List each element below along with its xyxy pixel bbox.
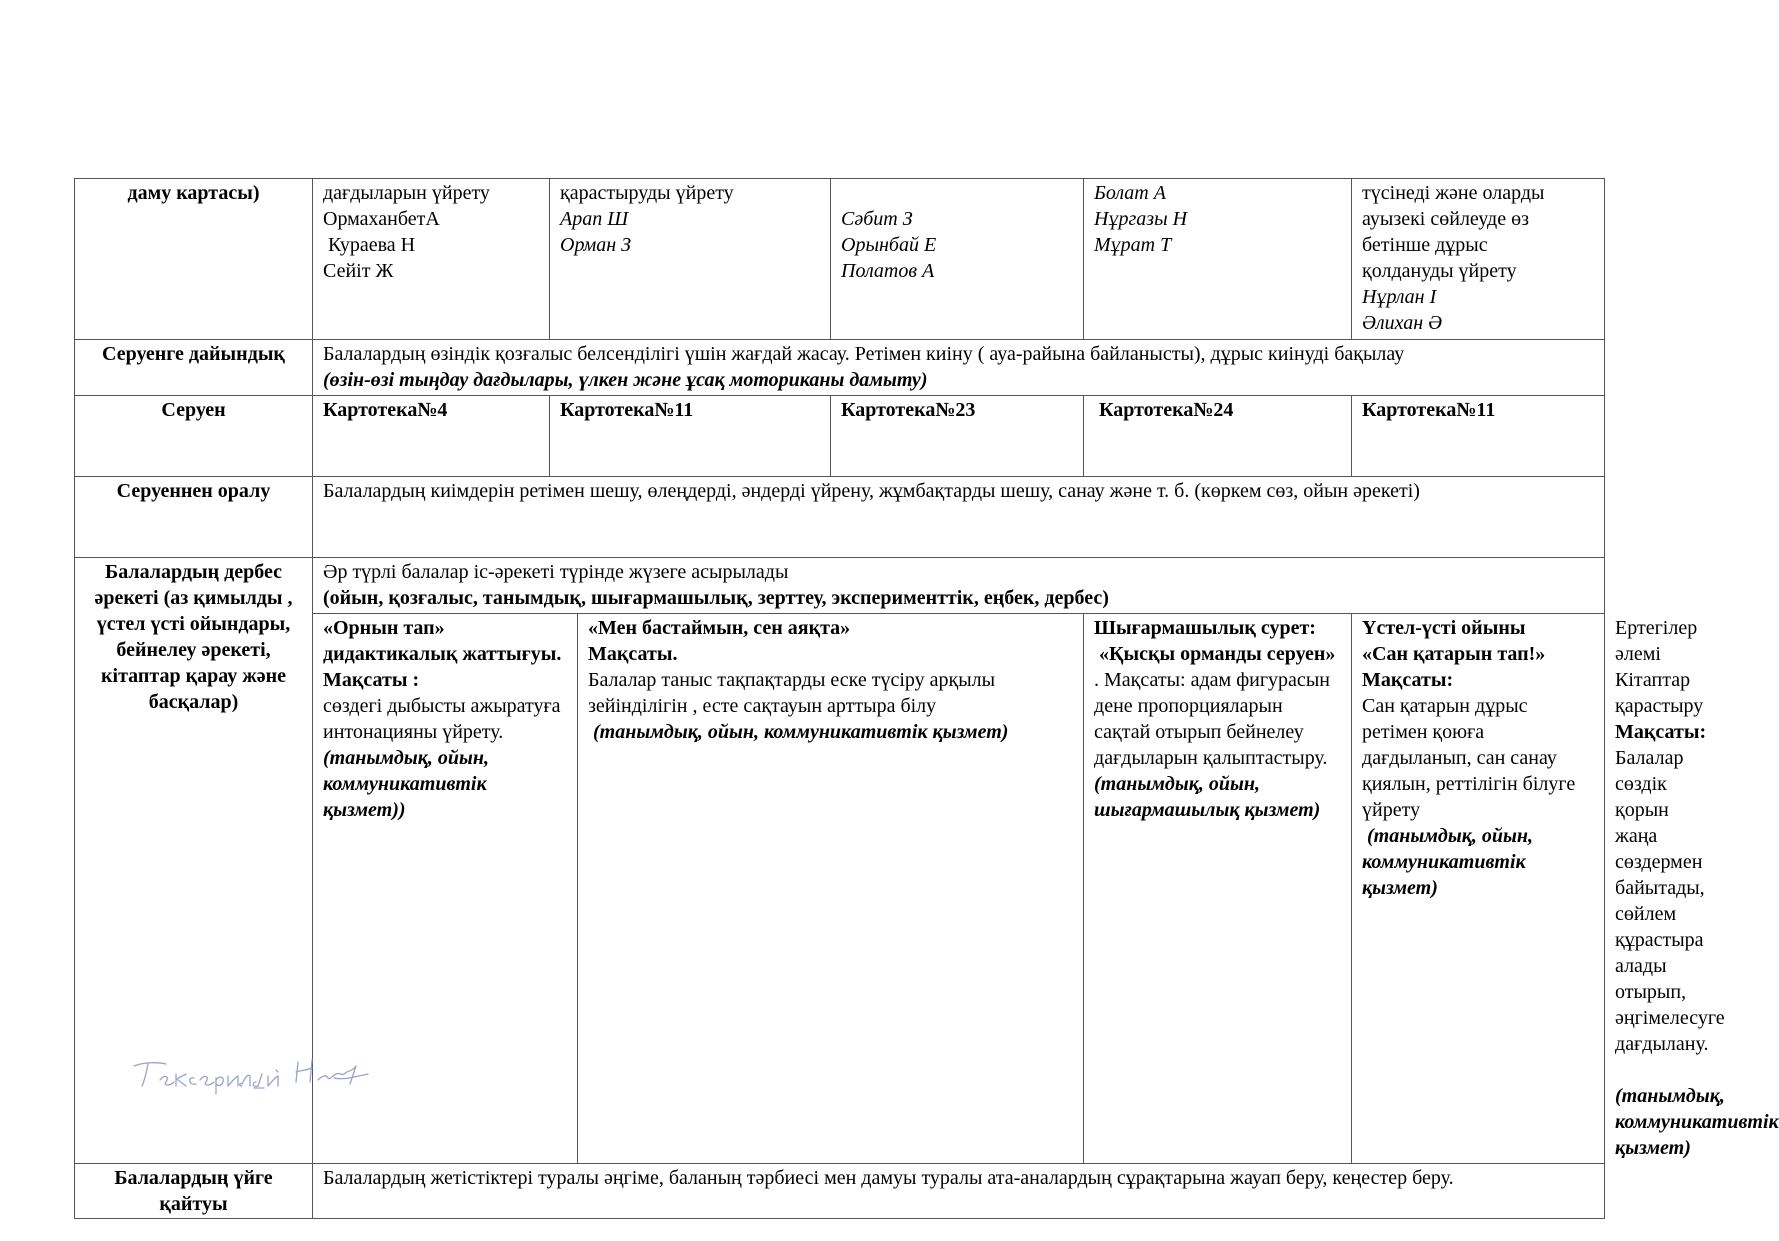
- walk-return-text: Балалардың киімдерін ретімен шешу, өлеңдерді, әндерді үйрену, жұмбақтарды шешу, санау және т. б. (көркем сөз, ойын әрекеті): [313, 477, 1605, 558]
- activity-goal: . Мақсаты: адам фигурасын дене пропорцияларын сақтай отырып бейнелеу дағдыларын қалыптастыру.: [1094, 669, 1330, 769]
- label-walk-preparation: Серуенге дайындық: [75, 340, 313, 396]
- activity-goal-label: Мақсаты.: [588, 643, 678, 665]
- text-line: қолдануды үйрету: [1362, 260, 1517, 282]
- child-name: Орынбай Е: [841, 234, 937, 256]
- row-independent-activities: «Орнын тап» дидактикалық жаттығуы. Мақсаты : сөздегі дыбысты ажыратуға интонацияны үйрету. (танымдық, ойын, коммуникативтік қызмет)) «Мен бастаймын, сен аяқта» Мақсаты. Балалар таныс тақпақтарды еске түсіру арқылы зейінділігін , есте сақтауын арттыра білу (танымдық, ойын, коммуникативтік қызмет) Шығармашылық сурет: «Қысқы орманды серуен» . Мақсаты: адам фигурасын дене пропорцияларын сақтай отырып бейнелеу дағдыларын қалыптастыру. (танымдық, ойын, шығармашылық қызмет) Үстел-үсті ойыны «Сан қатарын тап!» Мақсаты: Сан қатарын дұрыс ретімен қоюға дағдыланып, сан санау қиялын, реттілігін білуге үйрету (танымдық, ойын, коммуникативтік қызмет) Ертегілер әлемі Кітаптар қарастыру Мақсаты: Балалар сөздік қорын жаңа сөздермен байытады, сөйлем құрастыра алады отырып, әңгімелесуге дағдылану. (танымдық, коммуникативтік қызмет): [75, 614, 1605, 1164]
- label-going-home: Балалардың үйге қайтуы: [75, 1164, 313, 1219]
- child-name: Әлихан Ә: [1362, 312, 1443, 334]
- child-name: Полатов А: [841, 260, 935, 282]
- child-name: Нұрлан І: [1362, 286, 1437, 308]
- child-name: Болат А: [1094, 182, 1166, 204]
- independent-intro-cell: [313, 558, 1605, 614]
- walk-card-1: Картотека№4: [313, 396, 550, 477]
- walk-card-4: Картотека№24: [1084, 396, 1352, 477]
- independent-intro-types: (ойын, қозғалыс, танымдық, шығармашылық, зерттеу, эксперименттік, еңбек, дербес): [323, 587, 1109, 609]
- walk-card-2: Картотека№11: [550, 396, 831, 477]
- child-name: ОрмаханбетА: [323, 208, 440, 230]
- child-name: Сәбит З: [841, 208, 913, 230]
- child-name: Орман З: [560, 234, 632, 256]
- activity-note: (танымдық, ойын, коммуникативтік қызмет): [588, 721, 1009, 743]
- signature-text: Тексерілді Н.наиф: [130, 1052, 138, 1053]
- top-cell-3: [831, 179, 1084, 340]
- row-walk-return: [75, 477, 1605, 558]
- activity-subtitle: «Сан қатарын тап!»: [1362, 643, 1546, 665]
- row-going-home: [75, 1164, 1605, 1219]
- row-walk: [75, 396, 1605, 477]
- activity-cell-3: [1084, 614, 1352, 1164]
- walk-card-5: Картотека№11: [1352, 396, 1605, 477]
- activity-cell-4: [1352, 614, 1605, 1164]
- top-cell-1: [313, 179, 550, 340]
- label-independent-activity: Балалардың дербес әрекеті (аз қимылды , үстел үсті ойындары, бейнелеу әрекеті, кітаптар қарау және басқалар): [75, 558, 313, 1164]
- activity-subtitle: «Қысқы орманды серуен»: [1094, 643, 1336, 665]
- text-line: дағдыларын үйрету: [323, 182, 490, 204]
- walk-preparation-cell: [313, 340, 1605, 396]
- text-line: ауызекі сөйлеуде өз: [1362, 208, 1529, 230]
- activity-title: Үстел-үсті ойыны: [1362, 617, 1526, 639]
- activity-note: (танымдық, ойын, шығармашылық қызмет): [1094, 773, 1321, 821]
- activity-title: Шығармашылық сурет:: [1094, 617, 1316, 639]
- row-walk-preparation: [75, 340, 1605, 396]
- activity-goal-label: Мақсаты :: [323, 669, 420, 691]
- walk-preparation-text: Балалардың өзіндік қозғалыс белсенділігі үшін жағдай жасау. Ретімен киіну ( ауа-райына байланысты), дұрыс киінуді бақылау: [323, 343, 1405, 365]
- activity-goal: сөздегі дыбысты ажыратуға интонацияны үйрету.: [323, 695, 561, 743]
- activity-goal: Балалар таныс тақпақтарды еске түсіру арқылы зейінділігін , есте сақтауын арттыра білу: [588, 669, 996, 717]
- handwritten-signature: [130, 1052, 380, 1102]
- child-name: Арап Ш: [560, 208, 629, 230]
- activity-goal-label: Мақсаты:: [1362, 669, 1454, 691]
- row-independent-intro: [75, 558, 1605, 614]
- activity-goal: Сан қатарын дұрыс ретімен қоюға дағдыланып, сан санау қиялын, реттілігін білуге үйрету: [1362, 695, 1576, 821]
- going-home-text: Балалардың жетістіктері туралы әңгіме, баланың тәрбиесі мен дамуы туралы ата-аналардың сұрақтарына жауап беру, кеңестер беру.: [313, 1164, 1605, 1219]
- child-name: Нұргазы Н: [1094, 208, 1188, 230]
- top-cell-4: [1084, 179, 1352, 340]
- row-development-map: [75, 179, 1605, 340]
- top-cell-5: [1352, 179, 1605, 340]
- independent-intro-text: Әр түрлі балалар іс-әрекеті түрінде жүзеге асырылады: [323, 561, 789, 583]
- walk-card-3: Картотека№23: [831, 396, 1084, 477]
- activity-title: «Мен бастаймын, сен аяқта»: [588, 617, 851, 639]
- child-name: Сейіт Ж: [323, 260, 394, 282]
- walk-preparation-note: (өзін-өзі тыңдау дағдылары, үлкен және ұсақ моториканы дамыту): [323, 369, 928, 391]
- label-walk-return: Серуеннен оралу: [75, 477, 313, 558]
- activity-note: (танымдық, ойын, коммуникативтік қызмет)): [323, 747, 489, 821]
- child-name: Мұрат Т: [1094, 234, 1172, 256]
- text-line: түсінеді және оларды: [1362, 182, 1545, 204]
- text-line: бетінше дұрыс: [1362, 234, 1488, 256]
- activity-note: (танымдық, ойын, коммуникативтік қызмет): [1362, 825, 1538, 899]
- child-name: Кураева Н: [323, 234, 416, 256]
- label-development-map: даму картасы): [75, 179, 313, 340]
- activity-title: «Орнын тап» дидактикалық жаттығуы.: [323, 617, 562, 665]
- activity-cell-2: [578, 614, 1084, 1164]
- top-cell-2: [550, 179, 831, 340]
- label-walk: Серуен: [75, 396, 313, 477]
- text-line: қарастыруды үйрету: [560, 182, 734, 204]
